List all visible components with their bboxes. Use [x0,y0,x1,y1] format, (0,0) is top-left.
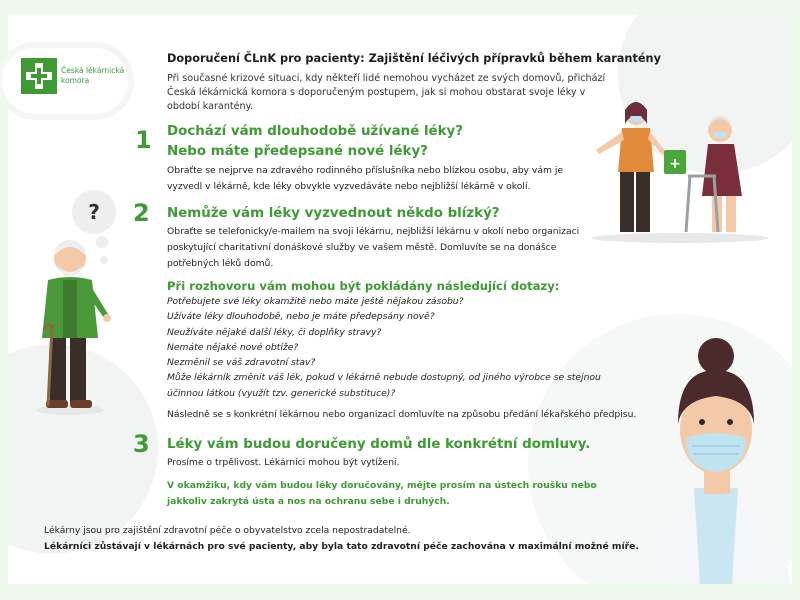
page-title: Doporučení ČLnK pro pacienty: Zajištění léčivých přípravků během karantény [167,52,661,65]
footer-line2: Lékárníci zůstávají v lékárnách pro své pacienty, aby byla tato zdravotní péče zachována v maximální možné míře. [44,541,639,552]
list-item: Může lékárník změnit váš lék, pokud v lékárně nebude dostupný, od jiného výrobce se stejnou [167,372,601,384]
mask-warning: V okamžiku, kdy vám budou léky doručovány, mějte prosím na ústech roušku nebo jakkoliv zakrytá ústa a nos na ochranu sebe i druhých. [167,480,597,507]
logo-org-name: Česká lékárnická komora [61,66,125,85]
questions-followup: Následně se s konkrétní lékárnou nebo organizací domluvíte na způsobu předání lékařského předpisu. [167,409,637,420]
pharmacist-illustration [634,338,800,584]
bag-cross-mark: + [669,156,681,172]
elderly-man-illustration [30,238,120,418]
questions-heading: Při rozhovoru vám mohou být pokládány následující dotazy: [167,279,560,293]
logo [21,58,131,98]
list-item: Užíváte léky dlouhodobě, nebo je máte předepsány nově? [167,311,435,323]
section3-body: Prosíme o trpělivost. Lékárníci mohou být vytíženi. [167,457,400,468]
step-number-1: 1 [135,126,152,154]
section2-heading: Nemůže vám léky vyzvednout někdo blízký? [167,206,500,221]
questions-list [167,294,627,401]
step-number-2: 2 [133,199,150,227]
list-item: Neužíváte nějaké další léky, či doplňky stravy? [167,326,382,338]
list-item: Nezměnil se váš zdravotní stav? [167,357,316,369]
green-cross-icon [21,58,57,94]
step-number-3: 3 [133,430,150,458]
delivery-illustration [590,96,770,246]
intro-text: Při současné krizové situaci, kdy někteří lidé nemohou vycházet ze svých domovů, přichází Česká lékárnická komora s doporučeným postupem, jak si mohou obstarat svoje léky v období karantény. [167,73,606,112]
section1-heading-line2: Nebo máte předepsané nové léky? [167,144,428,159]
section2-body: Obraťte se telefonicky/e-mailem na svoji lékárnu, nejbližší lékárnu v okolí nebo organizaci poskytující charitativní donáškové služby ve vašem městě. Domluvíte se na donášce potřebných léků domů. [167,226,580,269]
question-mark: ? [88,200,100,224]
list-item: Nemáte nějaké nové obtíže? [167,341,299,353]
section1-body: Obraťte se nejprve na zdravého rodinného příslušníka nebo blízkou osobu, aby vám je vyzvedl v lékárně, kde léky obvykle vyzvedáváte nebo nejbližší lékárně v okolí. [167,165,564,192]
footer-line1: Lékárny jsou pro zajištění zdravotní péče o obyvatelstvo zcela nepostradatelné. [44,525,411,536]
section1-heading-line1: Dochází vám dlouhodobě užívané léky? [167,124,464,139]
list-item: účinnou látkou (využít tzv. generické substituce)? [167,387,396,399]
section3-heading: Léky vám budou doručeny domů dle konkrétní domluvy. [167,437,591,452]
list-item: Potřebujete své léky okamžitě nebo máte ještě nějakou zásobu? [167,296,464,307]
